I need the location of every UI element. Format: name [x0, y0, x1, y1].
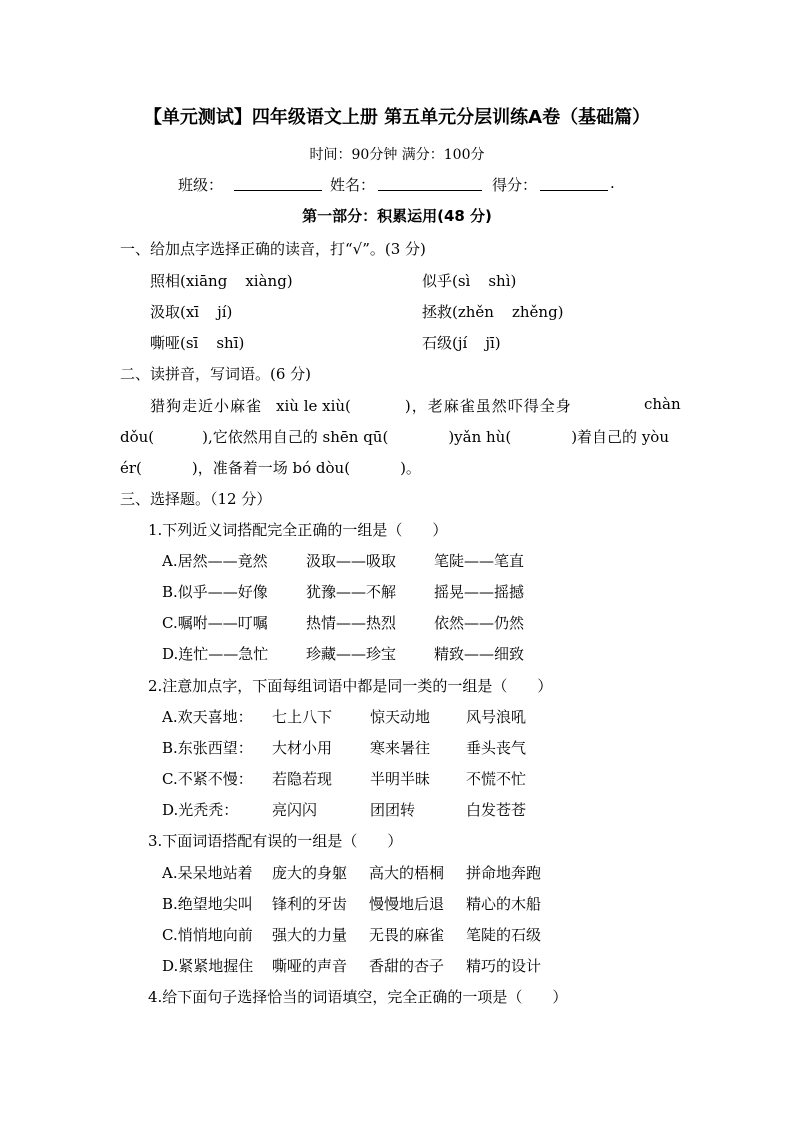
- section-one-title: 一、给加点字选择正确的读音，打“√”。(3 分): [120, 240, 426, 258]
- option-a-word: 庞大的身躯: [272, 864, 348, 882]
- option-d[interactable]: D.光秃秃：: [162, 801, 239, 819]
- passage-pinyin: chàn: [644, 395, 681, 413]
- exam-meta: 时间：90分钟 满分：100分: [309, 147, 485, 163]
- option-a-word: 风号浪吼: [466, 708, 527, 726]
- option-b-word: 精心的木船: [466, 895, 542, 913]
- option-c[interactable]: C.嘱咐——叮嘱: [162, 614, 268, 632]
- option-c-word: 不慌不忙: [466, 770, 527, 788]
- option-b[interactable]: B.绝望地尖叫: [162, 895, 253, 913]
- option-b-word: 垂头丧气: [466, 739, 527, 757]
- option-d-word: 亮闪闪: [272, 801, 318, 819]
- question-stem: 3.下面词语搭配有误的一组是（ ）: [148, 832, 403, 850]
- pinyin-item: 拯救(zhěn zhěng): [422, 303, 564, 321]
- option-a[interactable]: A.呆呆地站着: [162, 864, 253, 882]
- option-b-word: 犹豫——不解: [306, 583, 397, 601]
- name-blank[interactable]: [378, 176, 482, 195]
- part-one-title: 第一部分：积累运用(48 分): [302, 207, 492, 225]
- option-b-word: 寒来暑往: [370, 739, 431, 757]
- option-c-word: 强大的力量: [272, 926, 348, 944]
- class-label: 班级：: [178, 176, 224, 194]
- pinyin-item: 嘶哑(sī shī): [150, 334, 245, 352]
- question-stem: 1.下列近义词搭配完全正确的一组是（ ）: [148, 521, 448, 539]
- option-c[interactable]: C.悄悄地向前: [162, 926, 253, 944]
- option-d[interactable]: D.连忙——急忙: [162, 645, 269, 663]
- option-c-word: 半明半昧: [370, 770, 431, 788]
- page-title: 【单元测试】四年级语文上册 第五单元分层训练A卷（基础篇）: [143, 107, 651, 128]
- passage-line: 猎狗走近小麻雀 xiù le xiù( )，老麻雀虽然吓得全身: [150, 397, 572, 415]
- section-two-title: 二、读拼音，写词语。(6 分): [120, 365, 312, 383]
- option-d-word: 香甜的杏子: [369, 957, 445, 975]
- option-a[interactable]: A.居然——竟然: [162, 552, 268, 570]
- option-a-word: 惊天动地: [370, 708, 431, 726]
- option-a-word: 高大的梧桐: [369, 864, 445, 882]
- option-c[interactable]: C.不紧不慢：: [162, 770, 253, 788]
- section-three-title: 三、选择题。（12 分）: [120, 490, 272, 508]
- option-d-word: 精致——细致: [434, 645, 525, 663]
- option-c-word: 依然——仍然: [434, 614, 525, 632]
- option-c-word: 热情——热烈: [306, 614, 397, 632]
- score-end-mark: .: [610, 174, 615, 192]
- pinyin-item: 照相(xiāng xiàng): [150, 272, 293, 290]
- option-d[interactable]: D.紧紧地握住: [162, 957, 254, 975]
- option-a[interactable]: A.欢天喜地：: [162, 708, 253, 726]
- option-a-word: 汲取——吸取: [306, 552, 397, 570]
- option-a-word: 七上八下: [272, 708, 333, 726]
- option-d-word: 精巧的设计: [466, 957, 542, 975]
- pinyin-item: 石级(jí jī): [422, 334, 501, 352]
- pinyin-item: 汲取(xī jí): [150, 303, 233, 321]
- option-b[interactable]: B.东张西望：: [162, 739, 253, 757]
- option-b[interactable]: B.似乎——好像: [162, 583, 268, 601]
- option-a-word: 笔陡——笔直: [434, 552, 525, 570]
- class-blank[interactable]: [234, 176, 322, 195]
- option-d-word: 白发苍苍: [466, 801, 527, 819]
- question-stem: 2.注意加点字，下面每组词语中都是同一类的一组是（ ）: [148, 677, 553, 695]
- option-d-word: 珍藏——珍宝: [306, 645, 397, 663]
- option-b-word: 锋利的牙齿: [272, 895, 348, 913]
- score-label: 得分：: [492, 176, 538, 194]
- option-d-word: 嘶哑的声音: [272, 957, 348, 975]
- option-b-word: 摇晃——摇撼: [434, 583, 525, 601]
- option-c-word: 无畏的麻雀: [369, 926, 445, 944]
- option-b-word: 慢慢地后退: [369, 895, 445, 913]
- name-label: 姓名：: [330, 176, 376, 194]
- option-c-word: 若隐若现: [272, 770, 333, 788]
- option-d-word: 团团转: [370, 801, 416, 819]
- passage-line: dǒu( ),它依然用自己的 shēn qū( )yǎn hù( )着自己的 yòu: [120, 428, 669, 446]
- option-b-word: 大材小用: [272, 739, 333, 757]
- score-blank[interactable]: [540, 176, 608, 195]
- question-stem: 4.给下面句子选择恰当的词语填空，完全正确的一项是（ ）: [148, 988, 568, 1006]
- pinyin-item: 似乎(sì shì): [422, 272, 517, 290]
- passage-line: ér( )，准备着一场 bó dòu( )。: [120, 459, 421, 477]
- option-a-word: 拼命地奔跑: [466, 864, 542, 882]
- option-c-word: 笔陡的石级: [466, 926, 542, 944]
